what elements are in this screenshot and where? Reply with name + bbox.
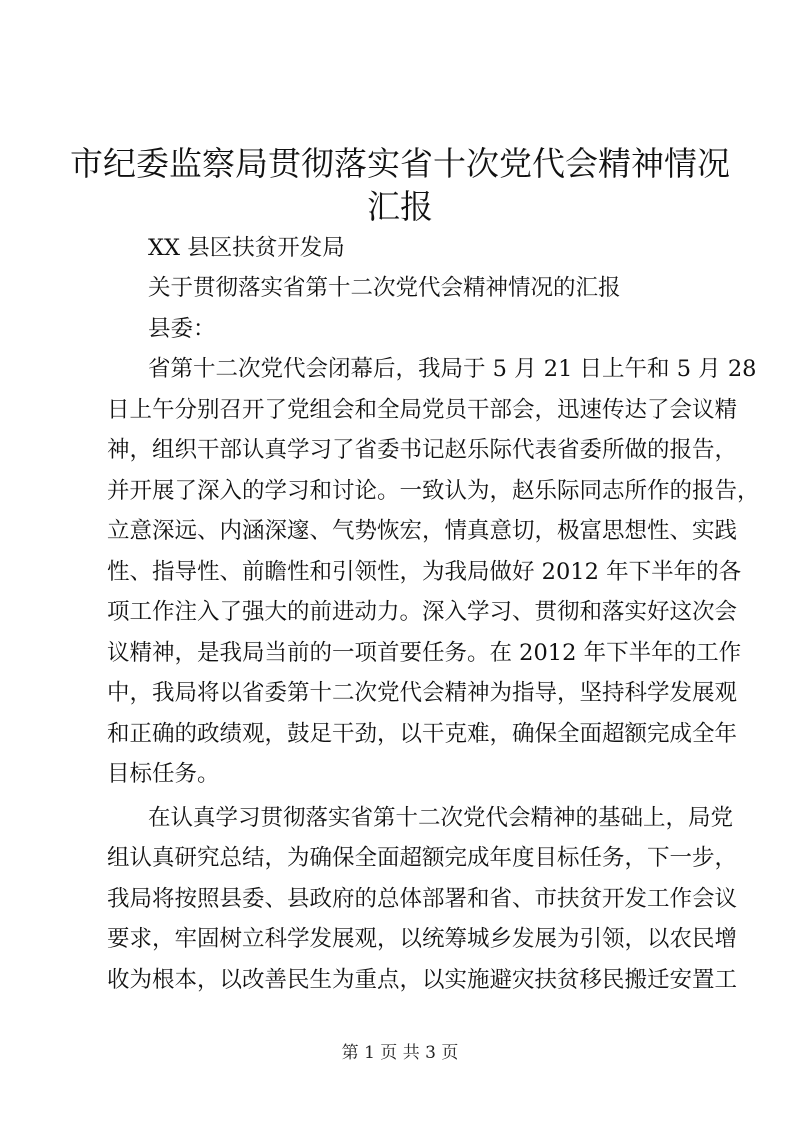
paragraph-1-line: 项工作注入了强大的前进动力。深入学习、贯彻和落实好这次会 [107,599,738,625]
paragraph-1-line: 和正确的政绩观，鼓足干劲，以干克难，确保全面超额完成全年 [107,721,738,747]
paragraph-2-line: 收为根本，以改善民生为重点，以实施避灾扶贫移民搬迁安置工 [107,967,738,993]
paragraph-1-line: 立意深远、内涵深邃、气势恢宏，情真意切，极富思想性、实践 [107,518,738,544]
organization-line: XX 县区扶贫开发局 [148,235,345,261]
paragraph-2-line: 我局将按照县委、县政府的总体部署和省、市扶贫开发工作会议 [107,886,738,912]
paragraph-1-line: 性、指导性、前瞻性和引领性，为我局做好 2012 年下半年的各 [107,559,742,585]
page-number-footer: 第 1 页 共 3 页 [341,1043,459,1063]
paragraph-2-line: 组认真研究总结，为确保全面超额完成年度目标任务，下一步， [107,845,738,871]
paragraph-2-line: 在认真学习贯彻落实省第十二次党代会精神的基础上，局党 [148,805,734,831]
salutation-line: 县委： [148,316,216,342]
paragraph-2-line: 要求，牢固树立科学发展观，以统筹城乡发展为引领，以农民增 [107,926,738,952]
paragraph-1-line: 省第十二次党代会闭幕后，我局于 5 月 21 日上午和 5 月 28 [148,356,757,382]
document-title-line-2: 汇报 [367,187,433,226]
paragraph-1-line: 目标任务。 [107,761,220,787]
paragraph-1-line: 中，我局将以省委第十二次党代会精神为指导，坚持科学发展观 [107,680,738,706]
paragraph-1-line: 议精神，是我局当前的一项首要任务。在 2012 年下半年的工作 [107,640,742,666]
paragraph-1-line: 日上午分别召开了党组会和全局党员干部会，迅速传达了会议精 [107,397,738,423]
paragraph-1-line: 并开展了深入的学习和讨论。一致认为，赵乐际同志所作的报告， [107,478,760,504]
subject-line: 关于贯彻落实省第十二次党代会精神情况的汇报 [148,275,621,301]
paragraph-1-line: 神，组织干部认真学习了省委书记赵乐际代表省委所做的报告， [107,437,738,463]
document-title-line-1: 市纪委监察局贯彻落实省十次党代会精神情况 [70,144,730,183]
